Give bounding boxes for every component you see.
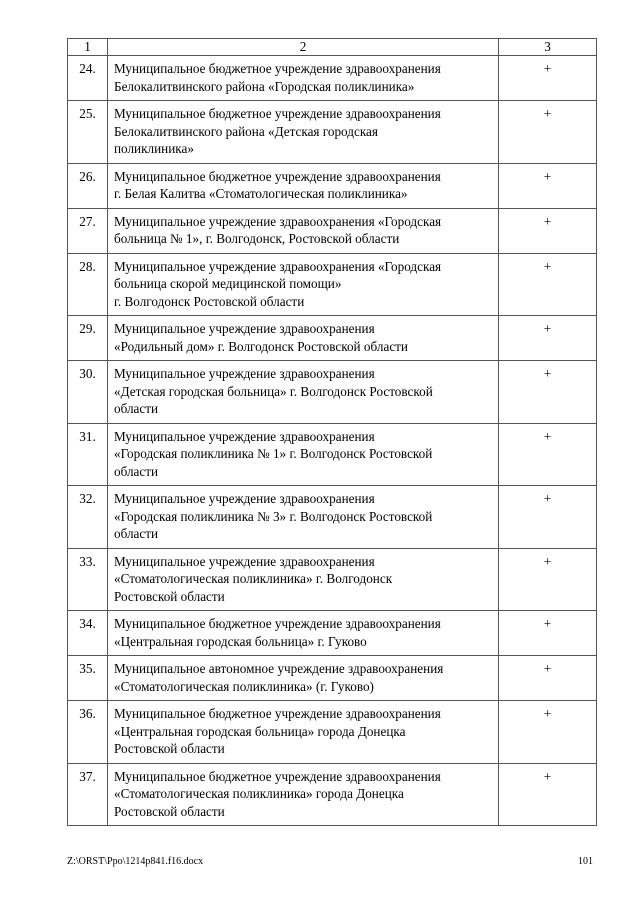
row-number: 27. xyxy=(68,208,108,253)
institution-name xyxy=(108,611,499,656)
institution-name-line: г. Белая Калитва «Стоматологическая поликлиника» xyxy=(114,186,408,201)
institution-name-line: области xyxy=(114,526,159,541)
row-number: 28. xyxy=(68,253,108,316)
row-mark: + xyxy=(499,361,597,424)
institution-name-line: Муниципальное учреждение здравоохранения xyxy=(114,491,375,506)
table-row xyxy=(68,423,597,486)
institution-name-line: Муниципальное автономное учреждение здравоохранения xyxy=(114,661,444,676)
institution-name xyxy=(108,486,499,549)
row-mark: + xyxy=(499,611,597,656)
institution-name-line: Белокалитвинского района «Детская городская xyxy=(114,123,378,139)
institution-name-line: «Городская поликлиника № 3» г. Волгодонск Ростовской xyxy=(114,508,433,524)
row-mark: + xyxy=(499,163,597,208)
row-number: 31. xyxy=(68,423,108,486)
table-row xyxy=(68,101,597,164)
row-mark: + xyxy=(499,701,597,764)
row-mark: + xyxy=(499,486,597,549)
institution-name-line: Муниципальное учреждение здравоохранения xyxy=(114,321,375,336)
institution-name xyxy=(108,101,499,164)
table-row xyxy=(68,56,597,101)
institution-name xyxy=(108,656,499,701)
institution-name-line: Ростовской области xyxy=(114,741,225,756)
row-number: 34. xyxy=(68,611,108,656)
institution-name-line: Муниципальное бюджетное учреждение здравоохранения xyxy=(114,616,441,631)
table-row xyxy=(68,701,597,764)
institution-name xyxy=(108,423,499,486)
institution-name-line: Муниципальное учреждение здравоохранения «Городская xyxy=(114,213,442,229)
institution-name-line: Муниципальное учреждение здравоохранения xyxy=(114,366,375,381)
institution-name xyxy=(108,701,499,764)
table-row xyxy=(68,361,597,424)
header-col-3: 3 xyxy=(499,39,597,56)
institution-name-line: «Центральная городская больница» г. Гуково xyxy=(114,633,367,649)
institution-name-line: «Стоматологическая поликлиника» г. Волгодонск xyxy=(114,571,393,586)
institution-name xyxy=(108,763,499,826)
institution-name-line: «Детская городская больница» г. Волгодонск Ростовской xyxy=(114,383,433,399)
institution-name-line: Белокалитвинского района «Городская поликлиника» xyxy=(114,78,415,94)
row-mark: + xyxy=(499,316,597,361)
institution-name xyxy=(108,316,499,361)
table-row xyxy=(68,611,597,656)
row-number: 29. xyxy=(68,316,108,361)
row-number: 24. xyxy=(68,56,108,101)
row-number: 26. xyxy=(68,163,108,208)
footer-page-number: 101 xyxy=(578,856,593,867)
institution-name-line: Ростовской области xyxy=(114,588,225,604)
row-mark: + xyxy=(499,548,597,611)
institution-name-line: Муниципальное бюджетное учреждение здравоохранения xyxy=(114,768,441,784)
institution-name-line: Муниципальное бюджетное учреждение здравоохранения xyxy=(114,61,441,76)
institution-name-line: Муниципальное учреждение здравоохранения xyxy=(114,428,375,444)
row-number: 35. xyxy=(68,656,108,701)
header-col-2: 2 xyxy=(108,39,499,56)
row-mark: + xyxy=(499,253,597,316)
institution-name-line: области xyxy=(114,463,159,479)
table-row xyxy=(68,163,597,208)
table-row xyxy=(68,548,597,611)
row-mark: + xyxy=(499,763,597,826)
row-mark: + xyxy=(499,208,597,253)
institution-name xyxy=(108,163,499,208)
institution-name xyxy=(108,548,499,611)
institution-name-line: больница скорой медицинской помощи» xyxy=(114,276,342,291)
table-row xyxy=(68,208,597,253)
institution-name-line: больница № 1», г. Волгодонск, Ростовской области xyxy=(114,231,400,246)
institution-name-line: «Родильный дом» г. Волгодонск Ростовской области xyxy=(114,338,408,354)
institution-name-line: Муниципальное учреждение здравоохранения xyxy=(114,553,375,569)
table-header-row xyxy=(68,39,597,56)
institution-name-line: Муниципальное учреждение здравоохранения «Городская xyxy=(114,258,442,274)
row-number: 36. xyxy=(68,701,108,764)
institution-name-line: «Городская поликлиника № 1» г. Волгодонск Ростовской xyxy=(114,446,433,461)
table-row xyxy=(68,656,597,701)
institution-name-line: Муниципальное бюджетное учреждение здравоохранения xyxy=(114,706,441,721)
institution-name xyxy=(108,56,499,101)
row-number: 25. xyxy=(68,101,108,164)
institution-name-line: поликлиника» xyxy=(114,141,194,156)
institution-name-line: области xyxy=(114,401,159,416)
row-number: 30. xyxy=(68,361,108,424)
institutions-table xyxy=(67,38,597,826)
header-col-1: 1 xyxy=(68,39,108,56)
institution-name-line: г. Волгодонск Ростовской области xyxy=(114,293,305,309)
row-mark: + xyxy=(499,56,597,101)
institution-name xyxy=(108,361,499,424)
footer-file-path: Z:\ORST\Ppo\1214p841.f16.docx xyxy=(67,856,204,867)
table-row xyxy=(68,486,597,549)
row-mark: + xyxy=(499,656,597,701)
institution-name xyxy=(108,253,499,316)
table-row xyxy=(68,253,597,316)
row-mark: + xyxy=(499,423,597,486)
institution-name-line: Ростовской области xyxy=(114,803,225,819)
row-mark: + xyxy=(499,101,597,164)
row-number: 33. xyxy=(68,548,108,611)
row-number: 32. xyxy=(68,486,108,549)
institution-name-line: Муниципальное бюджетное учреждение здравоохранения xyxy=(114,168,441,184)
institution-name xyxy=(108,208,499,253)
institution-name-line: «Центральная городская больница» города Донецка xyxy=(114,723,406,739)
row-number: 37. xyxy=(68,763,108,826)
institution-name-line: «Стоматологическая поликлиника» (г. Гуково) xyxy=(114,678,374,694)
table-row xyxy=(68,316,597,361)
institution-name-line: «Стоматологическая поликлиника» города Донецка xyxy=(114,786,404,801)
table-row xyxy=(68,763,597,826)
institution-name-line: Муниципальное бюджетное учреждение здравоохранения xyxy=(114,106,441,121)
